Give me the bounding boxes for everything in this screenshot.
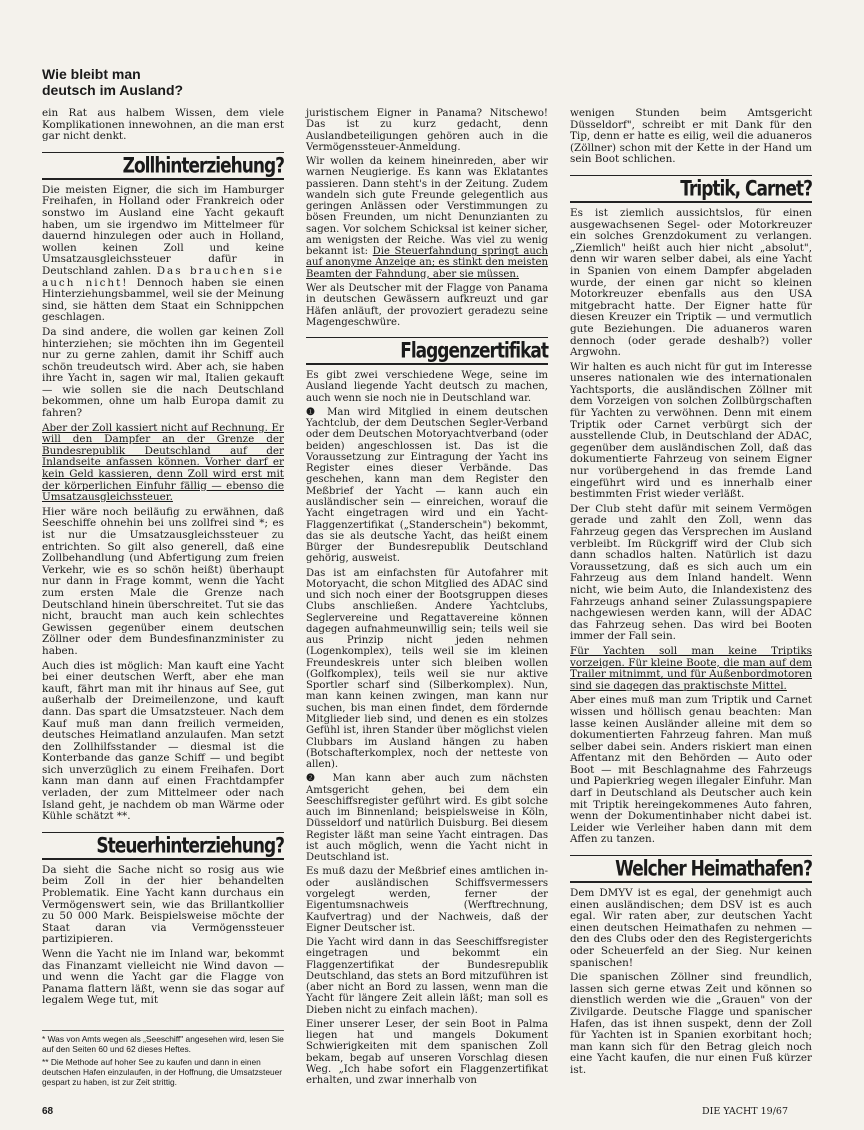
underlined-paragraph: Für Yachten soll man keine Triptiks vorzeigen. Für kleine Boote, die man auf dem Trailer mitnimmt, und für Außenbordmotoren sind sie dagegen das praktischste Mittel. (570, 644, 813, 692)
paragraph: Der Club steht dafür mit seinem Vermögen gerade und zahlt den Zoll, wenn das Fahrzeug gegen das Versprechen im Ausland verbleibt. Im Rückgriff wird der Club sich dann schadlos halten. Natürlich ist dazu Voraussetzung, daß es sich auch um ein Fahrzeug aus dem Inland handelt. Wenn nicht, wie beim Auto, die Inlandexistenz des Fahrzeugs anhand seiner Zulassungspapiere nachgewiesen werden kann, will der ADAC das Fahrzeug sehen. Das wird bei Booten immer der Fall sein. (570, 502, 812, 643)
paragraph: Wir halten es auch nicht für gut im Interesse unseres nationalen wie des internationalen Yachtsports, die ausländischen Zöllner mit dem Vorzeigen von solchen Zollbürgschaften für Yachten zu verwöhnen. Denn mit einem Triptik oder Carnet verbürgt sich der ausstellende Club, in Deutschland der ADAC, gegenüber dem ausländischen Zoll, daß das dokumentierte Fahrzeug von seinem Eigner nur vorübergehend in das fremde Land eingeführt wird und es innerhalb einer bestimmten Frist wieder verläßt. (570, 360, 812, 501)
paragraph: Es gibt zwei verschiedene Wege, seine im Ausland liegende Yacht deutsch zu machen, auch wenn sie noch nie in Deutschland war. (306, 370, 548, 404)
underlined-text: Die Steuerfahndung springt auch auf anonyme Anzeige an; es stinkt den meisten Beamten der Fahndung, aber sie müssen. (306, 246, 548, 280)
paragraph: Auch dies ist möglich: Man kauft eine Yacht bei einer deutschen Werft, aber ehe man kauft, fährt man mit ihr hinaus auf See, gut außerhalb der Dreimeilenzone, und kauft dann. Das spart die Umsatzsteuer. Nach dem Kauf muß man dann freilich vermeiden, deutsches Heimatland anzulaufen. Man setzt den Zollhilfsstander — diesmal ist die Konterbande das ganze Schiff — und begibt sich unverzüglich zu einem Freihafen. Dort kann man dann auf einen Frachtdampfer verladen, der zum Mittelmeer oder nach Island geht, je nachdem ob man Wärme oder Kühle schätzt **. (42, 659, 284, 823)
intro-paragraph: ein Rat aus halbem Wissen, dem viele Komplikationen innewohnen, an die man erst gar nicht denkt. (42, 107, 284, 143)
article-heading (42, 66, 183, 98)
paragraph: Die meisten Eigner, die sich im Hamburger Freihafen, in Holland oder Frankreich oder sonstwo im Ausland eine Yacht gekauft haben, um sie irgendwo im Mittelmeer für dauernd hinzulegen oder auch in Holland, wollen keinen Zoll und keine Umsatzausgleichssteuer dafür in Deutschland zahlen. Das brauchen sie auch nicht! Dennoch haben sie einen Hinterziehungsbammel, weil sie der Meinung sind, sie hätten dem Staat ein Schnippchen geschlagen. (42, 183, 284, 324)
page-number: 68 (42, 1106, 54, 1117)
paragraph: Hier wäre noch beiläufig zu erwähnen, daß Seeschiffe ohnehin bei uns zollfrei sind *; es ist nur die Umsatzausgleichssteuer zu entrichten. So gilt also generell, daß eine Zollbehandlung (und Abfertigung zum freien Verkehr, wie es so schön heißt) überhaupt nur dann in Frage kommt, wenn die Yacht zum ersten Male die Grenze nach Deutschland hinein überschreitet. Tut sie das nicht, braucht man auch kein schlechtes Gewissen gegenüber einem deutschen Zöllner oder dem Bundesfinanzminister zu haben. (42, 505, 284, 657)
paragraph: Da sind andere, die wollen gar keinen Zoll hinterziehen; sie möchten ihn im Gegenteil nur zu gerne zahlen, damit ihr Schiff auch schön treudeutsch wird. Aber ach, sie haben ihre Yacht in, sagen wir mal, Italien gekauft — wie sollen sie die nach Deutschland bekommen, ohne um halb Europa damit zu fahren? (42, 325, 284, 420)
paragraph: Wir wollen da keinem hineinreden, aber wir warnen Neugierige. Es kann was Eklatantes passieren. Dann steht's in der Zeitung. Zudem wandeln sich gute Freunde gelegentlich aus geringen Anlässen oder Verstimmungen zu bösen Freunden, um nicht Denunzianten zu sagen. Vor solchem Schicksal ist keiner sicher, am wenigsten der Reiche. Was viel zu wenig bekannt ist: Die Steuerfahndung springt auch auf anonyme Anzeige an; es stinkt den meisten Beamten der Fahndung, aber sie müssen. (306, 156, 548, 280)
section-heading-triptik: Triptik, Carnet? (570, 175, 812, 203)
paragraph: Wer als Deutscher mit der Flagge von Panama in deutschen Gewässern aufkreuzt und gar Häfen anläuft, der provoziert geradezu seine Magengeschwüre. (306, 282, 548, 328)
emphasis-text: Das brauchen sie auch nicht! (42, 264, 284, 289)
footnote: * Was von Amts wegen als „Seeschiff" angesehen wird, lesen Sie auf den Seiten 60 und 62 dieses Heftes. (42, 1034, 284, 1054)
section-heading-zoll: Zollhinterziehung? (42, 152, 284, 180)
paragraph: Es ist ziemlich aussichtslos, für einen ausgewachsenen Segel- oder Motorkreuzer ein solches Grenzdokument zu verlangen. „Ziemlich" heißt auch hier nicht „absolut", denn wir waren selber dabei, als eine Yacht in Spanien von einem Dampfer abgeladen wurde, der einen gar nicht so kleinen Motorkreuzer ebenfalls aus den USA mitgebracht hatte. Der Eigner hatte für diesen Kreuzer ein Triptik — und vermutlich gute Beziehungen. Die aduaneros waren dennoch (oder gerade deshalb?) voller Argwohn. (570, 206, 812, 359)
paragraph: Wenn die Yacht nie im Inland war, bekommt das Finanzamt vielleicht nie Wind davon — und wenn die Yacht gar die Flagge von Panama flattern läßt, wenn sie das sogar auf legalem Wege tut, mit (42, 948, 284, 1007)
paragraph: Die Yacht wird dann in das Seeschiffsregister eingetragen und bekommt ein Flaggenzertifikat der Bundesrepublik Deutschland, das stets an Bord mitzuführen ist (aber nicht an Bord zu lassen, wenn man die Yacht für längere Zeit allein läßt; man soll es Dieben nicht zu einfach machen). (306, 937, 548, 1016)
number-two-icon: ❷ (306, 773, 323, 785)
list-item: ❷ Man kann aber auch zum nächsten Amtsgericht gehen, bei dem ein Seeschiffsregister geführt wird. Es gibt solche auch im Binnenland; beispielsweise in Köln, Düsseldorf und natürlich Duisburg. Bei diesem Register läßt man seine Yacht eintragen. Das ist auch möglich, wenn die Yacht nicht in Deutschland ist. (306, 773, 548, 864)
paragraph: Da sieht die Sache nicht so rosig aus wie beim Zoll in der hier behandelten Problematik. Eine Yacht kann durchaus ein Vermögenswert sein, wie das Brillantkollier zu 50 000 Mark. Beispielsweise möchte der Staat daran via Vermögenssteuer partizipieren. (42, 863, 284, 946)
footnote: ** Die Methode auf hoher See zu kaufen und dann in einen deutschen Hafen einzulaufen, in der Hoffnung, die Umsatzsteuer gespart zu haben, ist zur Zeit strittig. (42, 1057, 283, 1087)
paragraph: wenigen Stunden beim Amtsgericht Düsseldorf", schreibt er mit Dank für den Tip, denn er hatte es eilig, weil die aduaneros (Zöllner) schon mit der Kette in der Hand um sein Boot schlichen. (570, 107, 812, 166)
underlined-paragraph: Aber der Zoll kassiert nicht auf Rechnung. Er will den Dampfer an der Grenze der Bundesrepublik Deutschland auf der Inlandseite anfassen können. Vorher darf er kein Geld kassieren, denn Zoll wird erst mit der körperlichen Einfuhr fällig — ebenso die Umsatzausgleichssteuer. (42, 421, 284, 504)
magazine-issue: DIE YACHT 19/67 (702, 1106, 789, 1117)
paragraph: Einer unserer Leser, der sein Boot in Palma liegen hat und mangels Dokument Schwierigkeiten mit dem spanischen Zoll bekam, begab auf unseren Vorschlag diesen Weg. „Ich habe sofort ein Flaggenzertifikat erhalten, und zwar innerhalb von (306, 1018, 548, 1087)
heading-line-1: Wie bleibt man (42, 66, 141, 82)
paragraph: Aber eines muß man zum Triptik und Carnet wissen und höllisch genau beachten: Man lasse keinen Ausländer alleine mit dem so dokumentierten Fahrzeug fahren. Man muß selber dabei sein. Anders riskiert man einen Affentanz mit den Behörden — Auto oder Boot — mit Beschlagnahme des Fahrzeugs und Papierkrieg wegen illegaler Einfuhr. Man darf in Deutschland als Deutscher auch kein mit Triptik hereingekommenes Auto fahren, wenn der Dokumentinhaber nicht dabei ist. Leider wie Verleiher haben dann mit dem Affen zu tanzen. (570, 694, 812, 846)
column-2 (306, 108, 548, 1090)
paragraph: Das ist am einfachsten für Autofahrer mit Motoryacht, die schon Mitglied des ADAC sind und sich noch einer der Bootsgruppen dieses Clubs anschließen. Andere Yachtclubs, Seglervereine und Regattavereine können dagegen aufnahmeunwillig sein; teils weil sie aus Prinzip nicht jeden nehmen (Logenkomplex), teils weil sie im kleinen Freundeskreis unter sich bleiben wollen (Golfkomplex), teils weil sie nur aktive Sportler scharf sind (Silberkomplex). Nun, man kann keinen zwingen, man kann nur suchen, bis man einen findet, dem fördernde Mitglieder lieb sind, und denen es ein stolzes Gefühl ist, ihren Stander über möglichst vielen Clubbars im Ausland hängen zu haben (Botschafterkomplex, noch der netteste von allen). (306, 567, 548, 771)
section-heading-steuer: Steuerhinterziehung? (42, 832, 284, 860)
column-1 (42, 108, 284, 1010)
heading-line-2: deutsch im Ausland? (42, 82, 184, 98)
paragraph: Die spanischen Zöllner sind freundlich, lassen sich gerne etwas Zeit und können so dienstlich werden wie die „Grauen" von der Zivilgarde. Deutsche Flagge und spanischer Hafen, das ist ihnen suspekt, denn der Zoll für Yachten ist in Spanien exorbitant hoch; man kann sich für den Betrag gleich noch eine Yacht kaufen, die nur einen Fuß kürzer ist. (570, 971, 812, 1076)
list-item: ❶ Man wird Mitglied in einem deutschen Yachtclub, der dem Deutschen Segler-Verband oder dem Deutschen Motoryachtverband (oder beiden) angeschlossen ist. Das ist die Voraussetzung zur Eintragung der Yacht ins Register eines dieser Verbände. Das geschehen, kann man dem Register den Meßbrief der Yacht — kann auch ein ausländischer sein — einreichen, worauf die Yacht eingetragen wird und ein Yacht-Flaggenzertifikat („Standerschein") bekommt, das sie als deutsche Yacht, das heißt einem Bürger der Bundesrepublik Deutschland gehörig, ausweist. (306, 406, 548, 565)
paragraph: Dem DMYV ist es egal, der genehmigt auch einen ausländischen; dem DSV ist es auch egal. Wir raten aber, zur deutschen Yacht einen deutschen Heimathafen zu nehmen — den des Clubs oder den des Registergerichts oder Scheuerfeld an der Sieg. Nur keinen spanischen! (570, 887, 812, 969)
column-3 (570, 108, 812, 1080)
footnotes (42, 1030, 284, 1090)
section-heading-heimathafen: Welcher Heimathafen? (570, 855, 812, 883)
paragraph: juristischem Eigner in Panama? Nitschewo! Das ist zu kurz gedacht, denn Auslandbeteiligungen gehören auch in die Vermögenssteuer-Anmeldung. (306, 108, 548, 153)
section-heading-flaggen: Flaggenzertifikat (306, 337, 548, 365)
paragraph: Es muß dazu der Meßbrief eines amtlichen in- oder ausländischen Schiffsvermessers vorgelegt werden, ferner der Eigentumsnachweis (Werftrechnung, Kaufvertrag) und der Nachweis, daß der Eigner Deutscher ist. (306, 866, 548, 934)
number-one-icon: ❶ (306, 406, 320, 418)
